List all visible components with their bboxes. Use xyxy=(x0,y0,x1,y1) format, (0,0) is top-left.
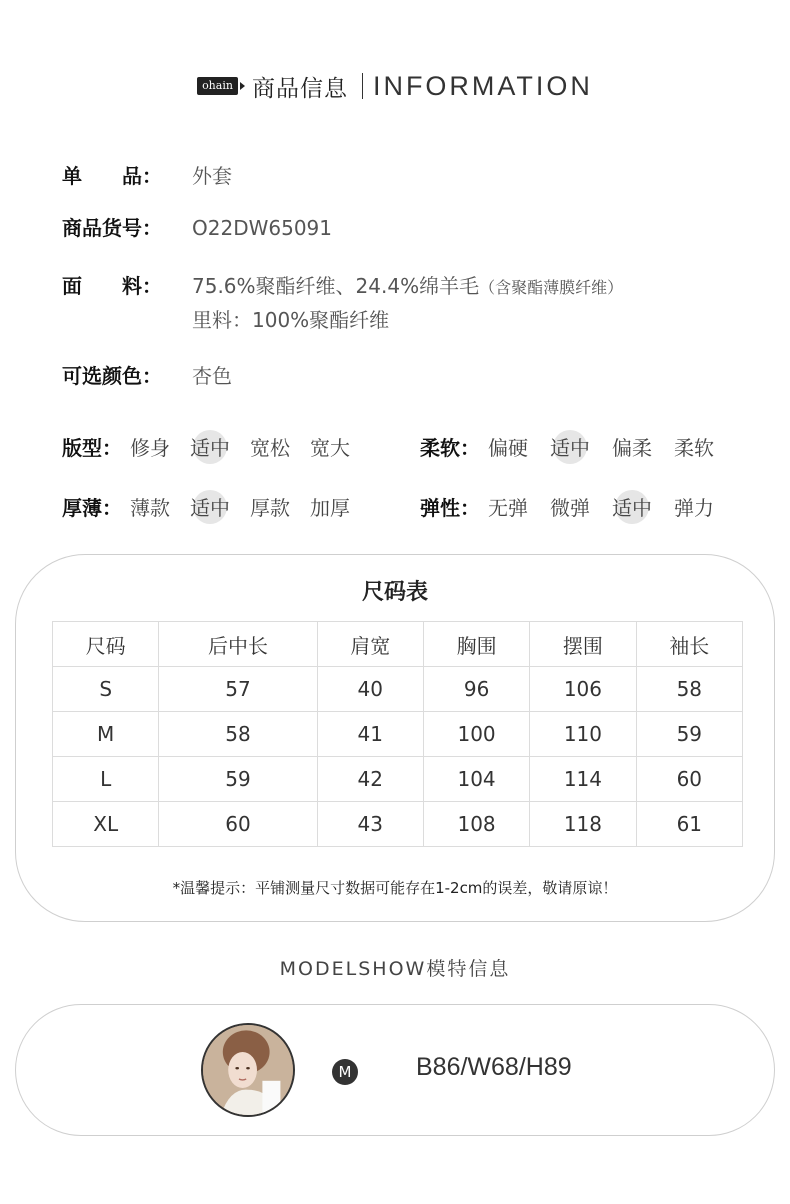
attr-elasticity-option: 无弹 xyxy=(488,496,528,520)
sku-value: O22DW65091 xyxy=(192,216,332,240)
size-cell: 60 xyxy=(159,802,317,847)
section-header xyxy=(0,68,790,104)
attr-fit-label: 版型： xyxy=(62,436,122,460)
model-size-badge: M xyxy=(332,1059,358,1085)
size-cell: 100 xyxy=(423,712,529,757)
table-row xyxy=(53,757,743,802)
size-table-header: 胸围 xyxy=(423,622,529,667)
attr-softness-label: 柔软： xyxy=(420,436,480,460)
size-cell: 41 xyxy=(317,712,423,757)
size-table-header: 尺码 xyxy=(53,622,159,667)
item-label-a: 单 xyxy=(62,164,82,188)
color-label: 可选颜色： xyxy=(62,364,162,388)
model-portrait-icon xyxy=(203,1025,293,1115)
size-cell: 108 xyxy=(423,802,529,847)
size-table-header: 袖长 xyxy=(636,622,742,667)
fabric-value xyxy=(192,270,623,336)
table-row xyxy=(53,667,743,712)
fabric-note: （含聚酯薄膜纤维） xyxy=(479,278,624,297)
attr-thickness-option: 薄款 xyxy=(130,496,170,520)
attr-softness-option: 柔软 xyxy=(674,436,714,460)
size-cell: 57 xyxy=(159,667,317,712)
attr-softness xyxy=(420,432,732,461)
attr-elasticity-label: 弹性： xyxy=(420,496,480,520)
attr-thickness xyxy=(62,492,368,521)
size-cell: 104 xyxy=(423,757,529,802)
size-table-header: 后中长 xyxy=(159,622,317,667)
size-cell: M xyxy=(53,712,159,757)
attr-fit-option: 修身 xyxy=(130,436,170,460)
attr-fit xyxy=(62,432,368,461)
size-chart-card xyxy=(15,554,775,922)
size-table-header-row xyxy=(53,622,743,667)
size-cell: 110 xyxy=(530,712,636,757)
fabric-label-b: 料： xyxy=(122,274,162,298)
item-label xyxy=(62,160,162,192)
fabric-label xyxy=(62,270,162,336)
model-avatar xyxy=(201,1023,295,1117)
size-chart-title: 尺码表 xyxy=(361,580,428,605)
size-cell: 58 xyxy=(636,667,742,712)
lining-value: 里料：100%聚酯纤维 xyxy=(192,308,390,332)
size-cell: 59 xyxy=(636,712,742,757)
header-title-en: INFORMATION xyxy=(372,70,593,101)
size-cell: 40 xyxy=(317,667,423,712)
size-cell: 118 xyxy=(530,802,636,847)
size-cell: XL xyxy=(53,802,159,847)
attr-softness-option: 偏柔 xyxy=(612,436,652,460)
size-cell: S xyxy=(53,667,159,712)
attr-thickness-label: 厚薄： xyxy=(62,496,122,520)
attr-fit-option: 宽大 xyxy=(310,436,350,460)
model-card xyxy=(15,1004,775,1136)
info-row-fabric xyxy=(62,270,623,336)
info-row-item xyxy=(62,160,232,192)
model-measurements: B86/W68/H89 xyxy=(416,1053,572,1081)
attr-softness-option-selected: 适中 xyxy=(548,432,592,461)
size-tip: *温馨提示：平铺测量尺寸数据可能存在1-2cm的误差，敬请原谅！ xyxy=(172,879,618,897)
header-title-cn: 商品信息 xyxy=(251,75,348,102)
attr-elasticity-option: 微弹 xyxy=(550,496,590,520)
size-cell: 43 xyxy=(317,802,423,847)
model-section-title: MODELSHOW模特信息 xyxy=(279,958,511,980)
size-table-header: 摆围 xyxy=(530,622,636,667)
attr-thickness-option: 厚款 xyxy=(250,496,290,520)
size-table-header: 肩宽 xyxy=(317,622,423,667)
sku-label: 商品货号： xyxy=(62,216,162,240)
table-row xyxy=(53,802,743,847)
table-row xyxy=(53,712,743,757)
size-cell: 58 xyxy=(159,712,317,757)
size-cell: 60 xyxy=(636,757,742,802)
attr-fit-option: 宽松 xyxy=(250,436,290,460)
attr-thickness-option: 加厚 xyxy=(310,496,350,520)
size-cell: 61 xyxy=(636,802,742,847)
brand-logo: ohain xyxy=(197,77,238,95)
item-label-b: 品： xyxy=(122,164,162,188)
color-value: 杏色 xyxy=(192,364,232,388)
size-cell: 59 xyxy=(159,757,317,802)
fabric-main: 75.6%聚酯纤维、24.4%绵羊毛 xyxy=(192,274,480,298)
info-row-color xyxy=(62,360,232,392)
attr-elasticity xyxy=(420,492,732,521)
size-cell: L xyxy=(53,757,159,802)
attr-elasticity-option-selected: 适中 xyxy=(610,492,654,521)
header-divider xyxy=(362,73,363,99)
size-table xyxy=(52,621,743,847)
attr-softness-option: 偏硬 xyxy=(488,436,528,460)
size-cell: 42 xyxy=(317,757,423,802)
size-cell: 96 xyxy=(423,667,529,712)
size-cell: 114 xyxy=(530,757,636,802)
attr-elasticity-option: 弹力 xyxy=(674,496,714,520)
attr-fit-option-selected: 适中 xyxy=(188,432,232,461)
item-value: 外套 xyxy=(192,164,232,188)
size-cell: 106 xyxy=(530,667,636,712)
fabric-label-a: 面 xyxy=(62,274,82,298)
info-row-sku xyxy=(62,212,332,244)
attr-thickness-option-selected: 适中 xyxy=(188,492,232,521)
